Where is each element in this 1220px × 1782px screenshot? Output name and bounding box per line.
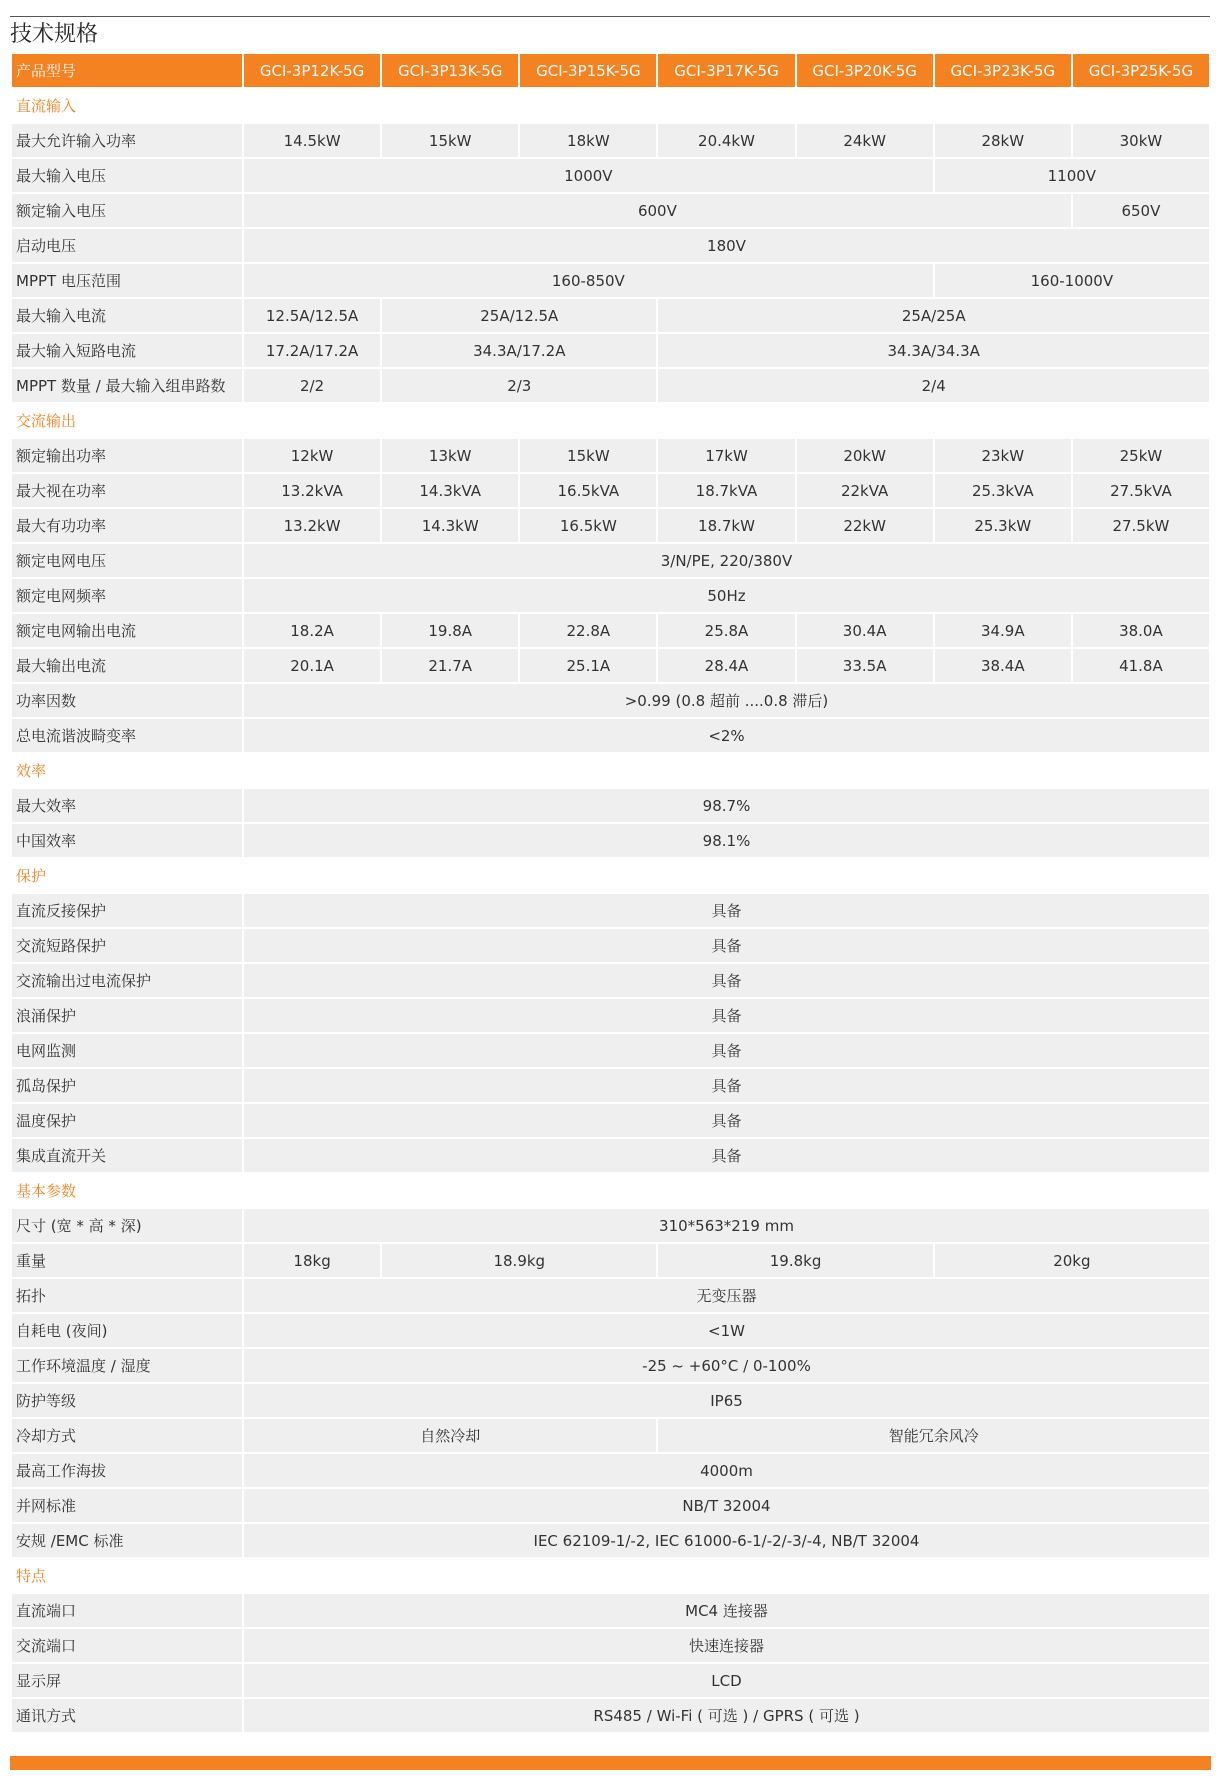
row-value: <1W — [244, 1314, 1209, 1347]
table-row — [12, 439, 1209, 472]
table-row — [12, 1034, 1209, 1067]
table-row — [12, 579, 1209, 612]
row-value: 具备 — [244, 999, 1209, 1032]
row-label: 最大视在功率 — [12, 474, 242, 507]
row-label: 通讯方式 — [12, 1699, 242, 1732]
row-label: 显示屏 — [12, 1664, 242, 1697]
section-title: 直流输入 — [12, 89, 1209, 122]
row-label: 最大有功功率 — [12, 509, 242, 542]
table-row — [12, 124, 1209, 157]
model-name: GCI-3P12K-5G — [244, 54, 380, 87]
table-row — [12, 789, 1209, 822]
table-row — [12, 544, 1209, 577]
section-header-row — [12, 1174, 1209, 1207]
row-label: 中国效率 — [12, 824, 242, 857]
section-title: 效率 — [12, 754, 1209, 787]
row-value: 15kW — [520, 439, 656, 472]
table-row — [12, 1069, 1209, 1102]
row-value: 2/3 — [382, 369, 656, 402]
table-row — [12, 1139, 1209, 1172]
row-value: 180V — [244, 229, 1209, 262]
row-value: 14.3kVA — [382, 474, 518, 507]
row-value: 28kW — [935, 124, 1071, 157]
row-value: 19.8kg — [658, 1244, 932, 1277]
row-value: 24kW — [797, 124, 933, 157]
row-label: 并网标准 — [12, 1489, 242, 1522]
row-value: 28.4A — [658, 649, 794, 682]
row-value: 21.7A — [382, 649, 518, 682]
row-value: 30kW — [1073, 124, 1209, 157]
row-value: 18.2A — [244, 614, 380, 647]
section-title: 基本参数 — [12, 1174, 1209, 1207]
top-rule — [10, 16, 1210, 17]
table-row — [12, 229, 1209, 262]
row-label: 孤岛保护 — [12, 1069, 242, 1102]
row-value: 具备 — [244, 929, 1209, 962]
row-value: 38.0A — [1073, 614, 1209, 647]
row-value: 160-850V — [244, 264, 933, 297]
row-value: 25.3kVA — [935, 474, 1071, 507]
section-title: 特点 — [12, 1559, 1209, 1592]
table-row — [12, 929, 1209, 962]
row-label: 最大效率 — [12, 789, 242, 822]
row-value: 34.3A/17.2A — [382, 334, 656, 367]
table-row — [12, 1664, 1209, 1697]
table-row — [12, 369, 1209, 402]
row-value: 33.5A — [797, 649, 933, 682]
row-value: 25kW — [1073, 439, 1209, 472]
row-value: 无变压器 — [244, 1279, 1209, 1312]
model-name: GCI-3P15K-5G — [520, 54, 656, 87]
section-header-row — [12, 1559, 1209, 1592]
row-value: 20.1A — [244, 649, 380, 682]
row-label: 安规 /EMC 标准 — [12, 1524, 242, 1557]
row-label: 浪涌保护 — [12, 999, 242, 1032]
table-row — [12, 1419, 1209, 1452]
row-label: 工作环境温度 / 湿度 — [12, 1349, 242, 1382]
row-label: 最大输出电流 — [12, 649, 242, 682]
row-value: 22.8A — [520, 614, 656, 647]
row-value: 41.8A — [1073, 649, 1209, 682]
row-value: 14.3kW — [382, 509, 518, 542]
row-label: 防护等级 — [12, 1384, 242, 1417]
row-label: 尺寸 (宽 * 高 * 深) — [12, 1209, 242, 1242]
row-label: 最高工作海拔 — [12, 1454, 242, 1487]
row-label: 最大输入电压 — [12, 159, 242, 192]
row-label: 交流短路保护 — [12, 929, 242, 962]
row-label: 冷却方式 — [12, 1419, 242, 1452]
row-value: 3/N/PE, 220/380V — [244, 544, 1209, 577]
row-value: 13.2kW — [244, 509, 380, 542]
table-row — [12, 719, 1209, 752]
row-value: 18kg — [244, 1244, 380, 1277]
row-label: 额定输入电压 — [12, 194, 242, 227]
row-value: 20.4kW — [658, 124, 794, 157]
row-label: 额定输出功率 — [12, 439, 242, 472]
table-row — [12, 474, 1209, 507]
model-name: GCI-3P25K-5G — [1073, 54, 1209, 87]
table-row — [12, 999, 1209, 1032]
row-label: 额定电网频率 — [12, 579, 242, 612]
row-value: 16.5kW — [520, 509, 656, 542]
table-row — [12, 1209, 1209, 1242]
row-value: 具备 — [244, 964, 1209, 997]
row-value: 25A/12.5A — [382, 299, 656, 332]
row-value: 20kg — [935, 1244, 1209, 1277]
spec-table — [10, 52, 1211, 1734]
table-row — [12, 1629, 1209, 1662]
row-value: 13kW — [382, 439, 518, 472]
section-header-row — [12, 89, 1209, 122]
model-name: GCI-3P13K-5G — [382, 54, 518, 87]
table-row — [12, 684, 1209, 717]
table-row — [12, 1279, 1209, 1312]
row-value: 34.3A/34.3A — [658, 334, 1209, 367]
row-label: MPPT 数量 / 最大输入组串路数 — [12, 369, 242, 402]
row-value: 4000m — [244, 1454, 1209, 1487]
row-label: 电网监测 — [12, 1034, 242, 1067]
row-value: 具备 — [244, 1104, 1209, 1137]
table-row — [12, 824, 1209, 857]
row-value: 18kW — [520, 124, 656, 157]
table-row — [12, 1699, 1209, 1732]
row-label: 启动电压 — [12, 229, 242, 262]
bottom-accent-bar — [10, 1756, 1211, 1770]
row-value: 50Hz — [244, 579, 1209, 612]
table-row — [12, 1594, 1209, 1627]
table-row — [12, 334, 1209, 367]
row-label: 自耗电 (夜间) — [12, 1314, 242, 1347]
section-title: 保护 — [12, 859, 1209, 892]
row-value: 20kW — [797, 439, 933, 472]
row-label: 总电流谐波畸变率 — [12, 719, 242, 752]
row-value: 27.5kW — [1073, 509, 1209, 542]
row-value: 17kW — [658, 439, 794, 472]
table-row — [12, 649, 1209, 682]
table-row — [12, 1524, 1209, 1557]
header-label: 产品型号 — [12, 54, 242, 87]
row-value: 自然冷却 — [244, 1419, 656, 1452]
row-value: LCD — [244, 1664, 1209, 1697]
table-row — [12, 509, 1209, 542]
row-value: 18.7kW — [658, 509, 794, 542]
table-row — [12, 1454, 1209, 1487]
model-name: GCI-3P20K-5G — [797, 54, 933, 87]
row-value: 650V — [1073, 194, 1209, 227]
row-label: 集成直流开关 — [12, 1139, 242, 1172]
row-value: 98.1% — [244, 824, 1209, 857]
table-row — [12, 299, 1209, 332]
table-row — [12, 1314, 1209, 1347]
row-value: 2/2 — [244, 369, 380, 402]
row-label: 最大输入短路电流 — [12, 334, 242, 367]
section-title: 交流输出 — [12, 404, 1209, 437]
row-label: 交流输出过电流保护 — [12, 964, 242, 997]
row-value: 1000V — [244, 159, 933, 192]
row-value: 310*563*219 mm — [244, 1209, 1209, 1242]
table-row — [12, 194, 1209, 227]
table-row — [12, 1349, 1209, 1382]
row-value: 12.5A/12.5A — [244, 299, 380, 332]
row-label: 额定电网输出电流 — [12, 614, 242, 647]
row-value: 600V — [244, 194, 1071, 227]
row-value: 22kW — [797, 509, 933, 542]
table-row — [12, 159, 1209, 192]
row-value: 98.7% — [244, 789, 1209, 822]
row-label: 温度保护 — [12, 1104, 242, 1137]
row-label: 直流反接保护 — [12, 894, 242, 927]
table-row — [12, 1244, 1209, 1277]
row-value: 30.4A — [797, 614, 933, 647]
row-value: MC4 连接器 — [244, 1594, 1209, 1627]
row-value: 具备 — [244, 894, 1209, 927]
row-value: 具备 — [244, 1069, 1209, 1102]
row-value: IEC 62109-1/-2, IEC 61000-6-1/-2/-3/-4, NB/T 32004 — [244, 1524, 1209, 1557]
row-label: 最大允许输入功率 — [12, 124, 242, 157]
table-row — [12, 1104, 1209, 1137]
table-row — [12, 894, 1209, 927]
row-value: 2/4 — [658, 369, 1209, 402]
row-value: 17.2A/17.2A — [244, 334, 380, 367]
row-value: 19.8A — [382, 614, 518, 647]
header-row — [12, 54, 1209, 87]
row-label: 功率因数 — [12, 684, 242, 717]
row-value: 13.2kVA — [244, 474, 380, 507]
row-label: 最大输入电流 — [12, 299, 242, 332]
row-label: MPPT 电压范围 — [12, 264, 242, 297]
row-value: >0.99 (0.8 超前 ....0.8 滞后) — [244, 684, 1209, 717]
row-label: 拓扑 — [12, 1279, 242, 1312]
row-value: 14.5kW — [244, 124, 380, 157]
row-value: 23kW — [935, 439, 1071, 472]
row-value: 智能冗余风冷 — [658, 1419, 1209, 1452]
row-value: NB/T 32004 — [244, 1489, 1209, 1522]
table-row — [12, 264, 1209, 297]
row-value: 15kW — [382, 124, 518, 157]
model-name: GCI-3P23K-5G — [935, 54, 1071, 87]
row-value: 18.7kVA — [658, 474, 794, 507]
section-header-row — [12, 754, 1209, 787]
row-value: 25A/25A — [658, 299, 1209, 332]
row-value: -25 ~ +60°C / 0-100% — [244, 1349, 1209, 1382]
table-row — [12, 614, 1209, 647]
row-value: 22kVA — [797, 474, 933, 507]
row-label: 重量 — [12, 1244, 242, 1277]
page-title: 技术规格 — [10, 22, 99, 47]
row-value: 27.5kVA — [1073, 474, 1209, 507]
row-value: 16.5kVA — [520, 474, 656, 507]
row-label: 交流端口 — [12, 1629, 242, 1662]
row-value: 18.9kg — [382, 1244, 656, 1277]
section-header-row — [12, 859, 1209, 892]
row-value: 34.9A — [935, 614, 1071, 647]
row-value: 25.3kW — [935, 509, 1071, 542]
table-row — [12, 1384, 1209, 1417]
row-value: <2% — [244, 719, 1209, 752]
section-header-row — [12, 404, 1209, 437]
row-label: 直流端口 — [12, 1594, 242, 1627]
row-value: 1100V — [935, 159, 1209, 192]
row-value: 38.4A — [935, 649, 1071, 682]
row-value: 快速连接器 — [244, 1629, 1209, 1662]
table-row — [12, 964, 1209, 997]
row-value: 具备 — [244, 1034, 1209, 1067]
table-row — [12, 1489, 1209, 1522]
row-label: 额定电网电压 — [12, 544, 242, 577]
row-value: 25.8A — [658, 614, 794, 647]
row-value: 160-1000V — [935, 264, 1209, 297]
row-value: RS485 / Wi-Fi ( 可选 ) / GPRS ( 可选 ) — [244, 1699, 1209, 1732]
row-value: 12kW — [244, 439, 380, 472]
row-value: 25.1A — [520, 649, 656, 682]
row-value: IP65 — [244, 1384, 1209, 1417]
model-name: GCI-3P17K-5G — [658, 54, 794, 87]
row-value: 具备 — [244, 1139, 1209, 1172]
